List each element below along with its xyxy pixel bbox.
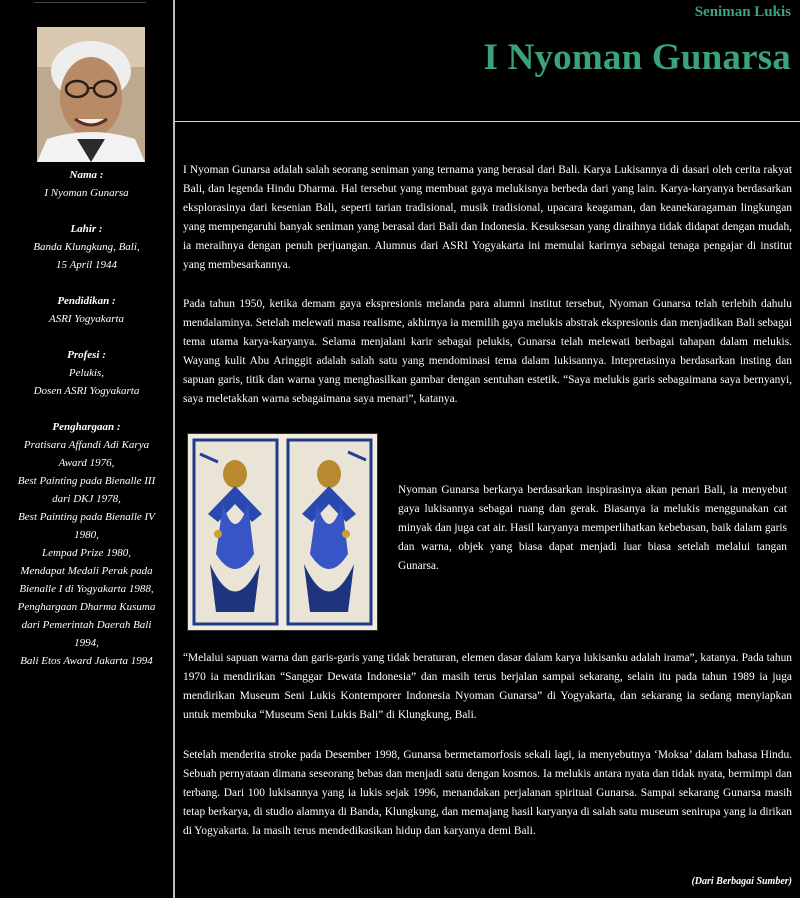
penghargaan-item: Penghargaan Dharma Kusuma xyxy=(17,601,156,613)
penghargaan-item: Pratisara Affandi Adi Karya xyxy=(23,439,150,451)
source-note: (Dari Berbagai Sumber) xyxy=(691,876,792,887)
divider xyxy=(175,121,800,122)
penghargaan-item: Bali Etos Award Jakarta 1994 xyxy=(20,655,153,667)
nama-value: I Nyoman Gunarsa xyxy=(44,187,129,199)
penghargaan-item: Bienalle I di Yogyakarta 1988, xyxy=(19,583,154,595)
painting-image xyxy=(187,433,378,631)
lahir-label: Lahir : xyxy=(70,223,103,235)
penghargaan-item: Lempad Prize 1980, xyxy=(42,547,131,559)
lahir-date: 15 April 1944 xyxy=(56,259,117,271)
penghargaan-item: Best Painting pada Bienalle III xyxy=(17,475,156,487)
penghargaan-list xyxy=(0,436,173,670)
penghargaan-label: Penghargaan : xyxy=(52,421,121,433)
nama-label: Nama : xyxy=(69,169,104,181)
page-title: I Nyoman Gunarsa xyxy=(483,37,791,78)
penghargaan-item: Award 1976, xyxy=(58,457,115,469)
paragraph: “Melalui sapuan warna dan garis-garis yang tidak beraturan, elemen dasar dalam karya lukisanku adalah irama”, katanya. Pada tahun 1970 ia mendirikan “Sanggar Dewata Indonesia” dan masih terus berjalan sampai sekarang, selain itu pada tahun 1989 ia juga mendirikan Museum Seni Lukis Kontemporer Indonesia Nyoman Gunarsa” di Yogyakarta, dan sekarang ia sedang menyiapkan untuk membuka “Museum Seni Lukis Bali” di Klungkung, Bali. xyxy=(183,652,792,721)
profesi-label: Profesi : xyxy=(67,349,106,361)
page-subtitle: Seniman Lukis xyxy=(694,4,791,20)
divider xyxy=(34,2,146,3)
paragraph: Pada tahun 1950, ketika demam gaya ekspresionis melanda para alumni institut tersebut, Nyoman Gunarsa telah terlebih dahulu mendalaminya. Setelah melewati masa realisme, akhirnya ia memilih gaya melukis abstrak ekspresionis dan menjadikan Bali sebagai tema utama karya-karyanya. Selama menjalani karir sebagai pelukis, Gunarsa telah melewati berbagai tahapan dalam melukis. Wayang kulit Abu Aringgit adalah salah satu yang mendominasi tema dalam lukisannya. Intepretasinya berdasarkan insting dan sapuan garis, titik dan warna yang menghasilkan gambar dengan sentuhan estetik. “Saya melukis garis sebagaimana saya bernyanyi, saya meletakkan warna sebagaimana saya menari”, katanya. xyxy=(183,298,792,405)
profesi-item: Pelukis, xyxy=(68,367,105,379)
penghargaan-item: dari Pemerintah Daerah Bali xyxy=(21,619,152,631)
penghargaan-item: 1980, xyxy=(74,529,99,541)
paragraph: Setelah menderita stroke pada Desember 1998, Gunarsa bermetamorfosis sekali lagi, ia menyebutnya ‘Moksa’ dalam bahasa Hindu. Sebuah pernyataan dimana seseorang bebas dan menjadi satu dengan kosmos. Ia melukis antara nyata dan tidak nyata, bermimpi dan terbang. Dari 100 lukisannya yang ia lukis sejak 1996, menandakan perjalanan spiritual Gunarsa. Sampai sekarang Gunarsa masih tetap berkarya, di studio alamnya di Banda, Klungkung, dan memajang hasil karyanya di salah satu museum senirupa yang ia dirikan di Yogyakarta. Ia masih terus mendedikasikan hidup dan karyanya demi Bali. xyxy=(183,749,792,837)
profesi-item: Dosen ASRI Yogyakarta xyxy=(33,385,140,397)
sidebar xyxy=(0,0,175,898)
main-content xyxy=(175,0,800,898)
lahir-place: Banda Klungkung, Bali, xyxy=(33,241,140,253)
artist-portrait xyxy=(37,27,145,162)
paragraph: I Nyoman Gunarsa adalah salah seorang seniman yang ternama yang berasal dari Bali. Karya Lukisannya di dasari oleh cerita rakyat Bali, dan legenda Hindu Dharma. Hal tersebut yang membuat gaya melukisnya berbeda dari yang lain. Karya-karyanya berdasarkan eksplorasinya dari kesenian Bali, seperti tarian tradisional, musik tradisional, upacara keagaman, dan keanekaragaman lingkungan yang mempengaruhi banyak seniman yang berasal dari Bali dan Indonesia. Kesuksesan yang diraihnya tidak didapat dengan mudah, ia meraihnya dengan penuh perjuangan. Alumnus dari ASRI Yogyakarta ini memulai karirnya sebagai tenaga pengajar di institut yang membesarkannya. xyxy=(183,164,792,271)
penghargaan-item: Mendapat Medali Perak pada xyxy=(20,565,153,577)
paragraph: Nyoman Gunarsa berkarya berdasarkan inspirasinya akan penari Bali, ia menyebut gaya lukisannya sebagai ruang dan gerak. Biasanya ia melukis menggunakan cat minyak dan juga cat air. Hasil karyanya memperlihatkan kebebasan, baik dalam garis dan warna, objek yang biasa dapat menjadi luar biasa setelah melalui tangan Gunarsa. xyxy=(398,484,787,572)
artist-info xyxy=(0,166,173,670)
pendidikan-value: ASRI Yogyakarta xyxy=(48,313,125,325)
penghargaan-item: dari DKJ 1978, xyxy=(52,493,121,505)
penghargaan-item: 1994, xyxy=(74,637,99,649)
pendidikan-label: Pendidikan : xyxy=(57,295,116,307)
penghargaan-item: Best Painting pada Bienalle IV xyxy=(18,511,155,523)
